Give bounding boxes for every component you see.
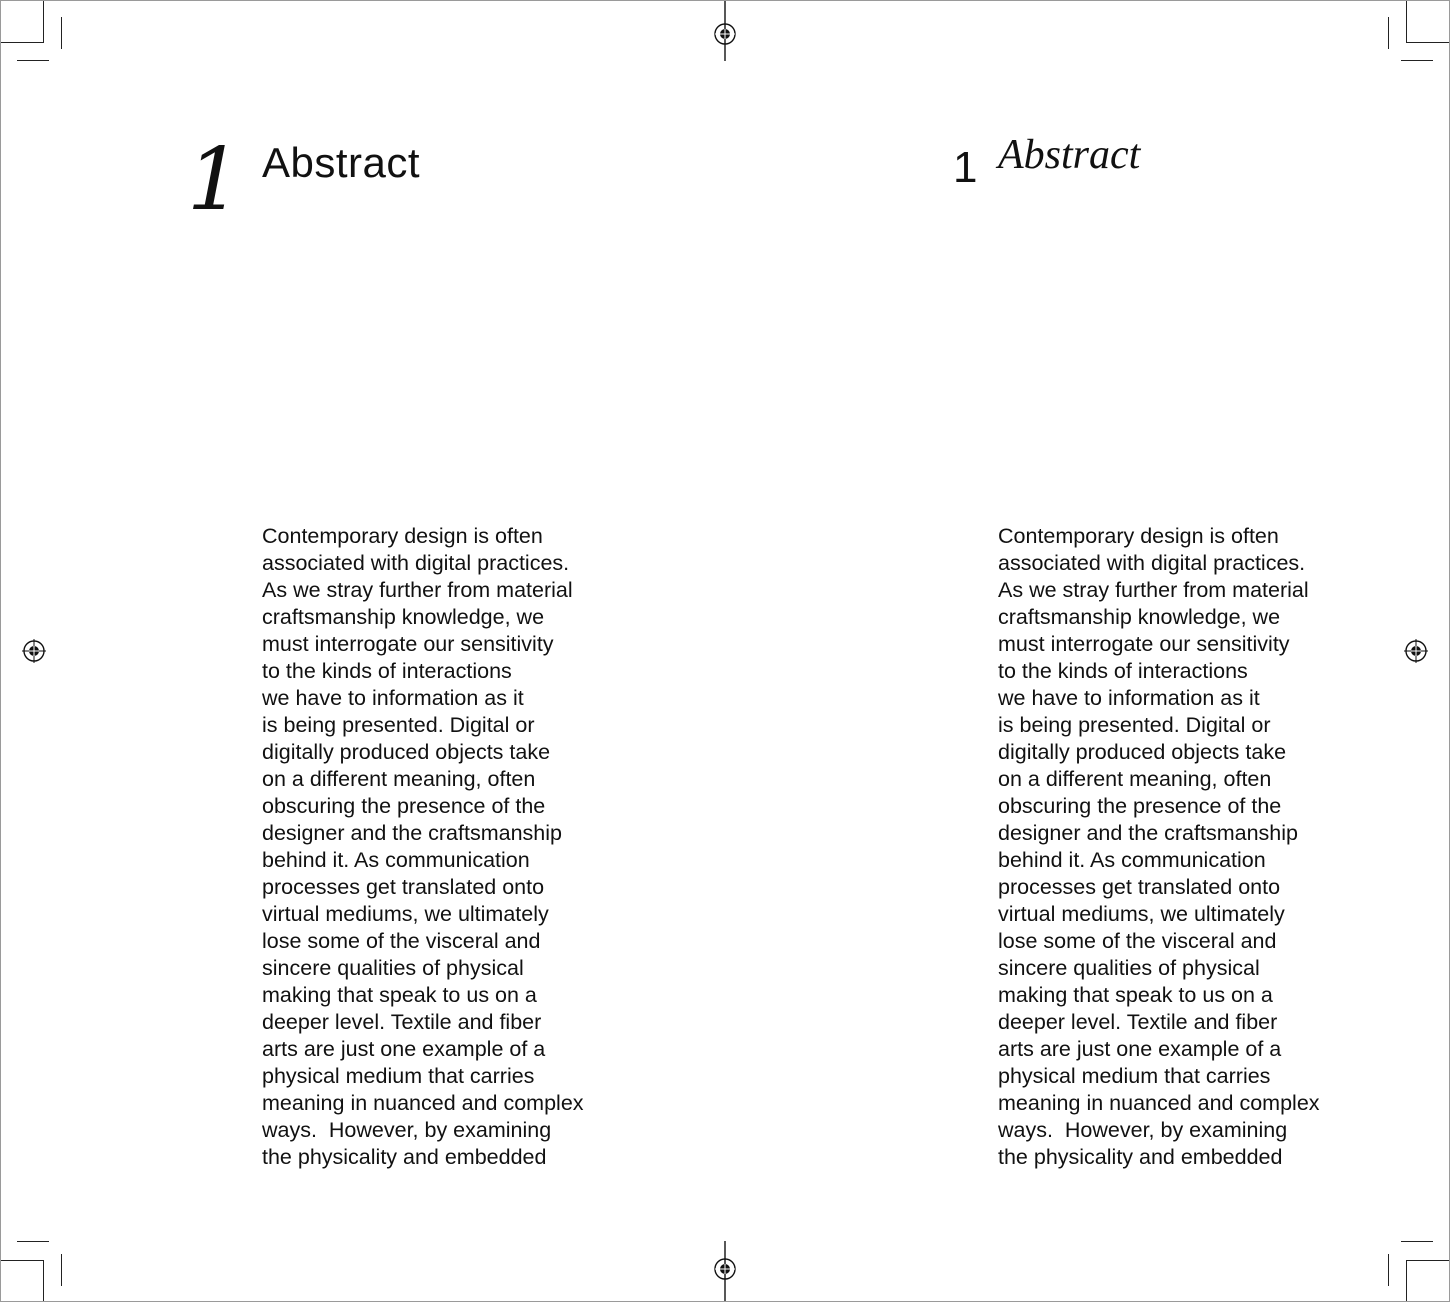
body-line: designer and the craftsmanship — [998, 821, 1298, 845]
body-line: virtual mediums, we ultimately — [262, 902, 549, 926]
body-line: the physicality and embedded — [262, 1145, 547, 1169]
chapter-number: 1 — [953, 143, 978, 192]
body-line: Contemporary design is often — [262, 524, 543, 548]
body-line: designer and the craftsmanship — [262, 821, 562, 845]
body-line: the physicality and embedded — [998, 1145, 1283, 1169]
body-line: digitally produced objects take — [262, 740, 551, 764]
body-line: is being presented. Digital or — [262, 713, 535, 737]
body-line: sincere qualities of physical — [998, 956, 1260, 980]
body-line: is being presented. Digital or — [998, 713, 1271, 737]
abstract-body-text — [262, 523, 632, 1171]
left-page — [1, 1, 725, 1301]
body-line: virtual mediums, we ultimately — [998, 902, 1285, 926]
body-line: Contemporary design is often — [998, 524, 1279, 548]
body-line: physical medium that carries — [998, 1064, 1271, 1088]
body-line: we have to information as it — [998, 686, 1260, 710]
chapter-number: 1 — [187, 130, 242, 230]
body-line: on a different meaning, often — [262, 767, 536, 791]
body-line: arts are just one example of a — [998, 1037, 1282, 1061]
body-line: processes get translated onto — [998, 875, 1281, 899]
body-line: deeper level. Textile and fiber — [998, 1010, 1278, 1034]
body-line: arts are just one example of a — [262, 1037, 546, 1061]
body-line: making that speak to us on a — [998, 983, 1273, 1007]
body-line: As we stray further from material — [262, 578, 573, 602]
chapter-title: Abstract — [998, 132, 1141, 178]
body-line: we have to information as it — [262, 686, 524, 710]
body-line: to the kinds of interactions — [998, 659, 1248, 683]
body-line: physical medium that carries — [262, 1064, 535, 1088]
body-line: craftsmanship knowledge, we — [262, 605, 545, 629]
body-line: ways. However, by examining — [998, 1118, 1288, 1142]
body-line: digitally produced objects take — [998, 740, 1287, 764]
body-line: sincere qualities of physical — [262, 956, 524, 980]
body-line: associated with digital practices. — [262, 551, 570, 575]
body-line: obscuring the presence of the — [262, 794, 546, 818]
body-line: on a different meaning, often — [998, 767, 1272, 791]
body-line: meaning in nuanced and complex — [998, 1091, 1320, 1115]
body-line: must interrogate our sensitivity — [998, 632, 1290, 656]
body-line: ways. However, by examining — [262, 1118, 552, 1142]
body-line: craftsmanship knowledge, we — [998, 605, 1281, 629]
right-page — [725, 1, 1449, 1301]
body-line: behind it. As communication — [998, 848, 1266, 872]
body-line: deeper level. Textile and fiber — [262, 1010, 542, 1034]
body-line: lose some of the visceral and — [262, 929, 541, 953]
abstract-body-text — [998, 523, 1368, 1171]
body-line: lose some of the visceral and — [998, 929, 1277, 953]
body-line: As we stray further from material — [998, 578, 1309, 602]
chapter-title: Abstract — [262, 139, 421, 186]
body-line: processes get translated onto — [262, 875, 545, 899]
body-line: making that speak to us on a — [262, 983, 537, 1007]
body-line: behind it. As communication — [262, 848, 530, 872]
body-line: obscuring the presence of the — [998, 794, 1282, 818]
body-line: meaning in nuanced and complex — [262, 1091, 584, 1115]
body-line: to the kinds of interactions — [262, 659, 512, 683]
body-line: must interrogate our sensitivity — [262, 632, 554, 656]
body-line: associated with digital practices. — [998, 551, 1306, 575]
